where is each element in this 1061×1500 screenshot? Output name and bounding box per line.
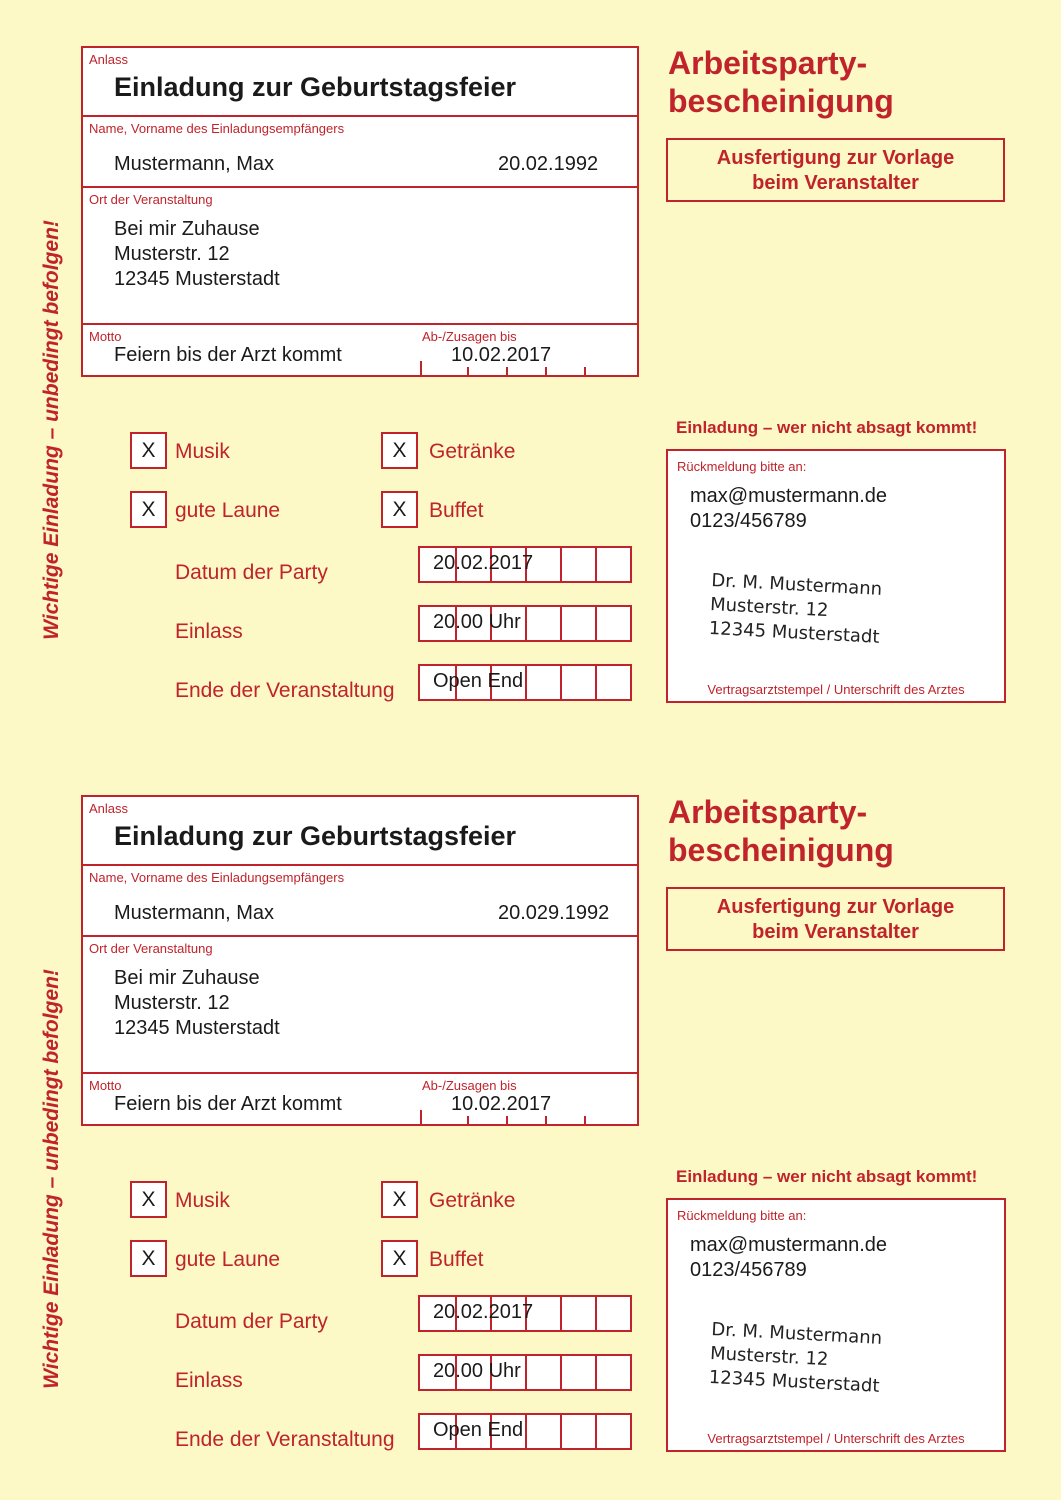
zusagen-label: Ab-/Zusagen bis	[422, 329, 517, 344]
email-value: max@mustermann.de	[690, 1234, 888, 1256]
date-tick	[584, 1116, 586, 1126]
name-row	[83, 866, 637, 937]
zusagen-value: 10.02.2017	[451, 1093, 552, 1115]
name-row	[83, 117, 637, 188]
checkbox-label-musik: Musik	[175, 440, 230, 463]
vorlage-line-1: Ausfertigung zur Vorlage	[716, 147, 955, 169]
vorlage-line-1: Ausfertigung zur Vorlage	[716, 896, 955, 918]
ort-label: Ort der Veranstaltung	[89, 941, 213, 956]
phone-value: 0123/456789	[690, 510, 807, 532]
date-tick	[545, 367, 547, 377]
checkbox-label-getraenke: Getränke	[429, 1189, 516, 1212]
checkbox-buffet[interactable]: X	[381, 1240, 418, 1277]
contact-info	[690, 1233, 887, 1283]
vorlage-line-2: beim Veranstalter	[752, 921, 919, 943]
heading-line-2: bescheinigung	[668, 83, 894, 119]
ort-line-2: Musterstr. 12	[114, 243, 230, 265]
ort-label: Ort der Veranstaltung	[89, 192, 213, 207]
motto-value: Feiern bis der Arzt kommt	[114, 1093, 342, 1115]
field-ende[interactable]	[418, 664, 632, 701]
anlass-label: Anlass	[89, 801, 129, 816]
stamp-box	[666, 1198, 1006, 1452]
ort-row	[83, 188, 637, 325]
rueckmeldung-label: Rückmeldung bitte an:	[677, 1208, 807, 1223]
vorlage-line-2: beim Veranstalter	[752, 172, 919, 194]
name-label: Name, Vorname des Einladungsempfängers	[89, 870, 345, 885]
field-value-datum: 20.02.2017	[433, 1301, 534, 1323]
field-value-ende: Open End	[433, 670, 524, 692]
field-datum[interactable]	[418, 546, 632, 583]
checkbox-label-gute-laune: gute Laune	[175, 1248, 281, 1271]
name-label: Name, Vorname des Einladungsempfängers	[89, 121, 345, 136]
phone-value: 0123/456789	[690, 1259, 807, 1281]
checkbox-musik[interactable]: X	[130, 1181, 167, 1218]
contact-info	[690, 484, 887, 534]
checkbox-buffet[interactable]: X	[381, 491, 418, 528]
checkbox-label-buffet: Buffet	[429, 499, 484, 522]
field-label-datum: Datum der Party	[175, 1310, 328, 1333]
motto-label: Motto	[89, 1078, 122, 1093]
field-label-einlass: Einlass	[175, 1369, 243, 1392]
ort-line-3: 12345 Musterstadt	[114, 1017, 280, 1039]
doctor-stamp	[708, 569, 882, 650]
checkbox-label-getraenke: Getränke	[429, 440, 516, 463]
stamp-line-3: 12345 Musterstadt	[708, 1366, 880, 1397]
ort-line-1: Bei mir Zuhause	[114, 967, 260, 989]
ort-line-3: 12345 Musterstadt	[114, 268, 280, 290]
date-tick	[420, 361, 422, 377]
field-label-datum: Datum der Party	[175, 561, 328, 584]
checkbox-getraenke[interactable]: X	[381, 432, 418, 469]
vorlage-box	[666, 138, 1005, 202]
heading-line-1: Arbeitsparty-	[668, 45, 868, 81]
stamp-box	[666, 449, 1006, 703]
ort-line-2: Musterstr. 12	[114, 992, 230, 1014]
checkbox-getraenke[interactable]: X	[381, 1181, 418, 1218]
field-label-ende: Ende der Veranstaltung	[175, 1428, 395, 1451]
heading-line-2: bescheinigung	[668, 832, 894, 868]
date-tick	[584, 367, 586, 377]
stamp-line-1: Dr. M. Mustermann	[710, 569, 883, 600]
date-tick	[506, 1116, 508, 1126]
stamp-footer: Vertragsarztstempel / Unterschrift des Arztes	[707, 682, 965, 697]
doctor-stamp	[708, 1318, 882, 1399]
anlass-row	[83, 797, 637, 866]
field-value-datum: 20.02.2017	[433, 552, 534, 574]
field-einlass[interactable]	[418, 1354, 632, 1391]
checkbox-label-buffet: Buffet	[429, 1248, 484, 1271]
main-info-box	[81, 795, 639, 1126]
field-value-einlass: 20.00 Uhr	[433, 1360, 521, 1382]
stamp-line-2: Musterstr. 12	[709, 593, 829, 622]
stamp-line-3: 12345 Musterstadt	[708, 617, 880, 648]
date-tick	[545, 1116, 547, 1126]
field-value-ende: Open End	[433, 1419, 524, 1441]
name-value: Mustermann, Max	[114, 153, 275, 175]
rueckmeldung-label: Rückmeldung bitte an:	[677, 459, 807, 474]
form-heading	[668, 793, 894, 869]
field-datum[interactable]	[418, 1295, 632, 1332]
ort-line-1: Bei mir Zuhause	[114, 218, 260, 240]
name-value: Mustermann, Max	[114, 902, 275, 924]
motto-row	[83, 325, 637, 377]
ort-row	[83, 937, 637, 1074]
absagt-text: Einladung – wer nicht absagt kommt!	[676, 418, 978, 437]
field-label-ende: Ende der Veranstaltung	[175, 679, 395, 702]
date-tick	[420, 1110, 422, 1126]
checkbox-gute-laune[interactable]: X	[130, 1240, 167, 1277]
vorlage-box	[666, 887, 1005, 951]
invitation-form-2	[0, 749, 1061, 1499]
date-tick	[506, 367, 508, 377]
checkbox-gute-laune[interactable]: X	[130, 491, 167, 528]
zusagen-label: Ab-/Zusagen bis	[422, 1078, 517, 1093]
anlass-value: Einladung zur Geburtstagsfeier	[114, 72, 517, 102]
motto-row	[83, 1074, 637, 1126]
form-heading	[668, 44, 894, 120]
anlass-label: Anlass	[89, 52, 129, 67]
field-label-einlass: Einlass	[175, 620, 243, 643]
field-ende[interactable]	[418, 1413, 632, 1450]
heading-line-1: Arbeitsparty-	[668, 794, 868, 830]
checkbox-label-gute-laune: gute Laune	[175, 499, 281, 522]
birthdate-value: 20.029.1992	[498, 902, 610, 924]
date-tick	[467, 1116, 469, 1126]
checkbox-label-musik: Musik	[175, 1189, 230, 1212]
zusagen-value: 10.02.2017	[451, 344, 552, 366]
motto-label: Motto	[89, 329, 122, 344]
field-einlass[interactable]	[418, 605, 632, 642]
anlass-row	[83, 48, 637, 117]
anlass-value: Einladung zur Geburtstagsfeier	[114, 821, 517, 851]
checkbox-musik[interactable]: X	[130, 432, 167, 469]
email-value: max@mustermann.de	[690, 485, 888, 507]
absagt-text: Einladung – wer nicht absagt kommt!	[676, 1167, 978, 1186]
stamp-footer: Vertragsarztstempel / Unterschrift des Arztes	[707, 1431, 965, 1446]
date-tick	[467, 367, 469, 377]
stamp-line-1: Dr. M. Mustermann	[710, 1318, 883, 1349]
motto-value: Feiern bis der Arzt kommt	[114, 344, 342, 366]
field-value-einlass: 20.00 Uhr	[433, 611, 521, 633]
side-warning-text: Wichtige Einladung – unbedingt befolgen!	[40, 220, 63, 640]
side-warning-text: Wichtige Einladung – unbedingt befolgen!	[40, 969, 63, 1389]
main-info-box	[81, 46, 639, 377]
stamp-line-2: Musterstr. 12	[709, 1342, 829, 1371]
birthdate-value: 20.02.1992	[498, 153, 599, 175]
